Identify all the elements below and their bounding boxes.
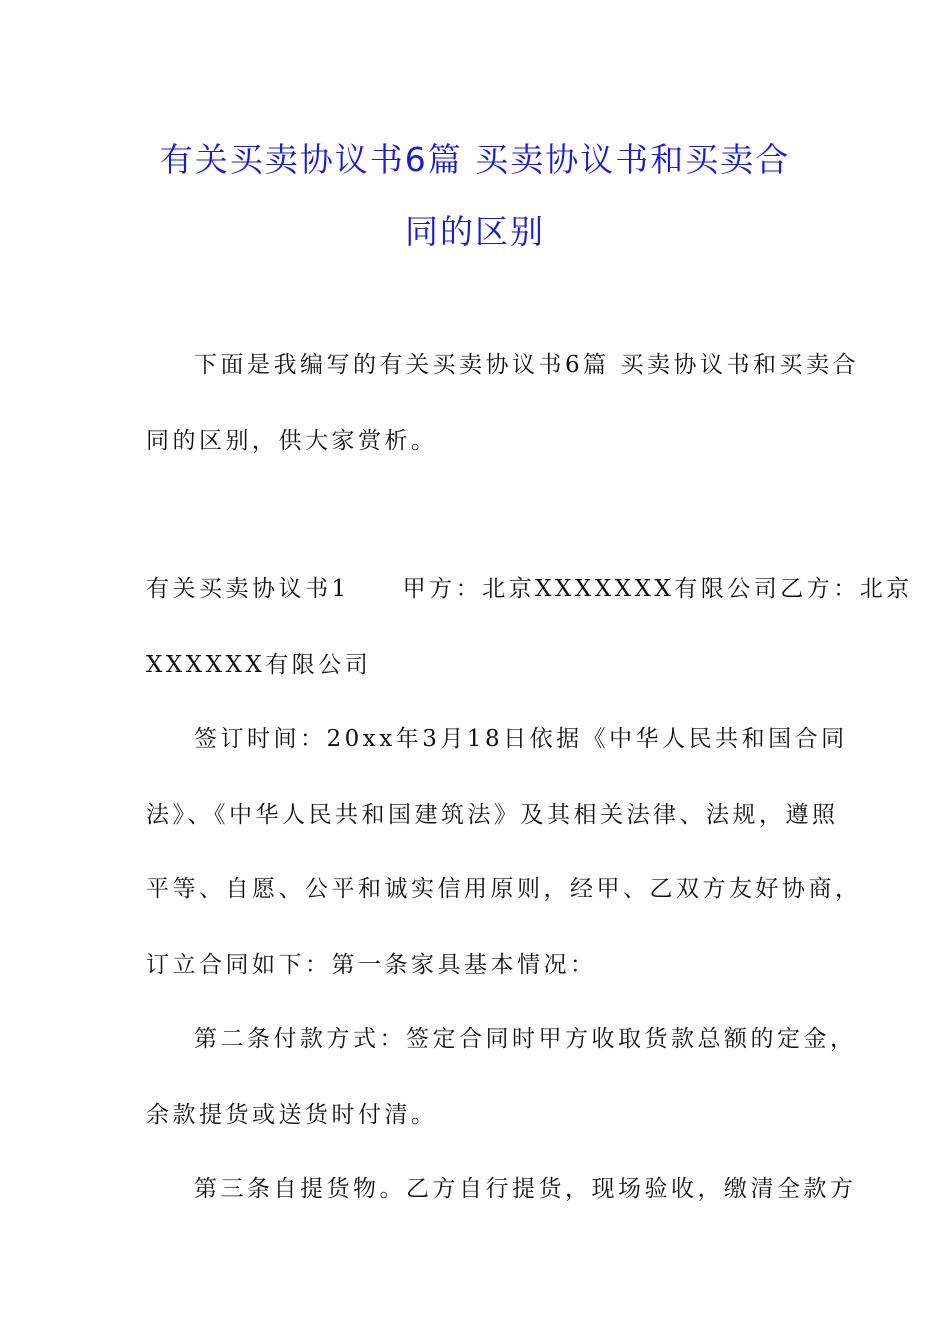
signing-paragraph-line-1: 签订时间：20xx年3月18日依据《中华人民共和国合同	[194, 726, 848, 752]
intro-paragraph-line-1: 下面是我编写的有关买卖协议书6篇 买卖协议书和买卖合	[194, 352, 859, 378]
intro-paragraph-line-2: 同的区别，供大家赏析。	[146, 428, 438, 454]
pickup-paragraph-line-1: 第三条自提货物。乙方自行提货，现场验收，缴清全款方	[194, 1176, 857, 1202]
payment-paragraph-line-2: 余款提货或送货时付清。	[146, 1102, 438, 1128]
signing-paragraph-line-4: 订立合同如下：第一条家具基本情况：	[146, 952, 597, 978]
signing-paragraph-line-3: 平等、自愿、公平和诚实信用原则，经甲、乙双方友好协商，	[146, 876, 862, 902]
document-title-line-1: 有关买卖协议书6篇 买卖协议书和买卖合	[159, 140, 791, 179]
document-title-line-2: 同的区别	[405, 212, 545, 251]
payment-paragraph-line-1: 第二条付款方式：签定合同时甲方收取货款总额的定金，	[194, 1026, 857, 1052]
agreement-heading-line-1: 有关买卖协议书1 甲方：北京XXXXXXX有限公司乙方：北京	[146, 576, 913, 602]
signing-paragraph-line-2: 法》、《中华人民共和国建筑法》及其相关法律、法规，遵照	[146, 802, 839, 828]
agreement-heading-line-2: XXXXXX有限公司	[146, 652, 372, 678]
